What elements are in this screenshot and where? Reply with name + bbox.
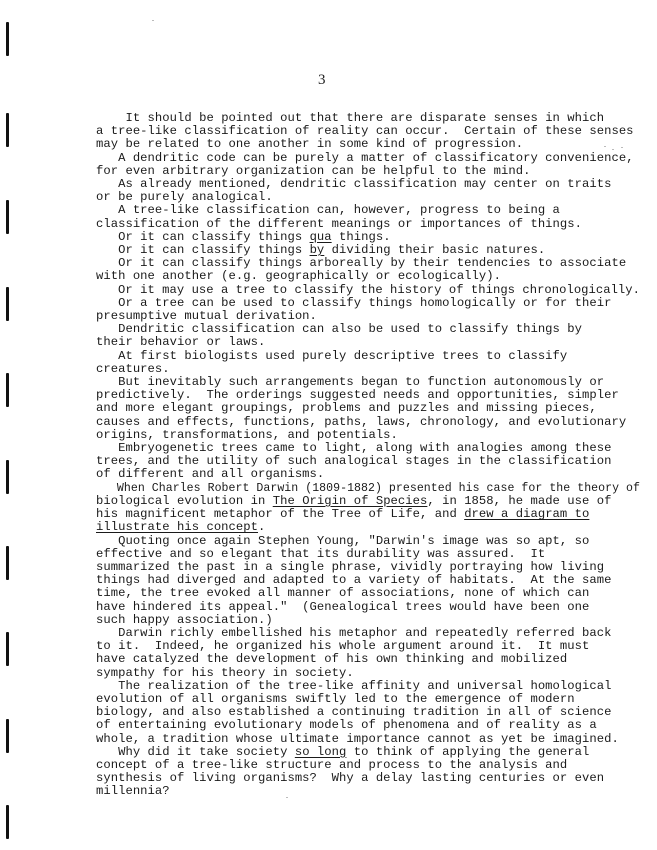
line-text: sympathy for his theory in society. <box>96 665 354 680</box>
line-indent <box>96 243 118 257</box>
line-text: The realization of the tree-like affinity and universal homological <box>118 678 612 693</box>
line-text: their behavior or laws. <box>96 335 266 350</box>
binding-mark <box>6 373 9 407</box>
line-indent <box>96 111 125 125</box>
line-text: Darwin richly embellished his metaphor and repeatedly referred back <box>118 625 612 640</box>
line-text: Or a tree can be used to classify things homologically or for their <box>118 295 612 310</box>
line-text: may be related to one another in some kind of progression. <box>96 137 524 152</box>
binding-mark <box>6 287 9 321</box>
binding-mark <box>6 805 9 839</box>
text-line <box>96 772 616 785</box>
line-text: A dendritic code can be purely a matter of classificatory convenience, <box>118 150 634 165</box>
binding-mark <box>6 460 9 494</box>
line-text: classification of the different meanings or importances of things. <box>96 216 583 231</box>
line-text: effective and so elegant that its durability was assured. It <box>96 546 546 561</box>
line-text: his magnificent metaphor of the Tree of Life, and <box>96 507 465 522</box>
text-line <box>96 282 640 297</box>
line-text: to think of applying the general <box>346 744 590 759</box>
line-text: Or it can classify things <box>118 229 310 244</box>
line-text: such happy association.) <box>96 612 273 627</box>
line-text: predictively. The orderings suggested needs and opportunities, simpler <box>96 388 619 403</box>
line-indent <box>96 296 118 310</box>
line-text: creatures. <box>96 361 170 376</box>
line-text: Embryogenetic trees came to light, along with analogies among these <box>118 441 612 456</box>
line-text: of different and all organisms. <box>96 467 325 482</box>
binding-mark <box>6 22 9 56</box>
line-text: , in 1858, he made use of <box>427 493 612 508</box>
line-indent <box>96 481 117 495</box>
line-text: presumptive mutual derivation. <box>96 309 317 324</box>
body-text <box>96 111 640 799</box>
line-indent <box>96 283 118 297</box>
line-text: synthesis of living organisms? Why a delay lasting centuries or even <box>96 771 605 786</box>
line-text: evolution of all organisms swiftly led to the emergence of modern <box>96 691 575 706</box>
line-indent <box>96 441 118 455</box>
line-text: things had diverged and adapted to a variety of habitats. At the same <box>96 573 612 588</box>
line-text: millennia? <box>96 784 170 799</box>
line-text: concept of a tree-like structure and process to the analysis and <box>96 757 568 772</box>
line-text: Or it can classify things arboreally by their tendencies to associate <box>118 256 627 271</box>
line-text: At first biologists used purely descriptive trees to classify <box>118 348 568 363</box>
line-text: time, the tree evoked all manner of associations, none of which can <box>96 586 590 601</box>
line-indent <box>96 349 118 363</box>
line-indent <box>96 534 118 548</box>
line-text: . <box>258 520 266 535</box>
line-text: But inevitably such arrangements began to function autonomously or <box>118 375 605 390</box>
underlined-text: by <box>309 243 325 258</box>
line-text: A tree-like classification can, however, progress to being a <box>118 203 560 218</box>
line-text: of entertaining evolutionary models of phenomena and of reality as a <box>96 718 597 733</box>
line-text: summarized the past in a single phrase, vividly portraying how living <box>96 559 605 574</box>
line-text: It should be pointed out that there are disparate senses in which <box>125 111 605 125</box>
line-text: Or it can classify things <box>118 243 310 258</box>
line-text: a tree-like classification of reality can occur. Certain of these senses <box>96 124 634 139</box>
line-indent <box>96 375 118 389</box>
text-line <box>96 785 616 798</box>
underlined-text: so long <box>294 744 347 759</box>
line-indent <box>96 745 118 759</box>
page-number: 3 <box>318 72 326 88</box>
line-text: to it. Indeed, he organized his whole argument around it. It must <box>96 639 590 654</box>
line-indent <box>96 322 118 336</box>
line-text: things. <box>331 229 391 244</box>
line-text: Dendritic classification can also be used to classify things by <box>118 322 583 337</box>
line-text: have catalyzed the development of his own thinking and mobilized <box>96 652 568 667</box>
line-text: Quoting once again Stephen Young, "Darwin's image was so apt, so <box>118 533 590 548</box>
line-text: and more elegant groupings, problems and puzzles and missing pieces, <box>96 401 597 416</box>
binding-mark <box>6 719 9 753</box>
line-text: biological evolution in <box>96 493 273 508</box>
line-text: As already mentioned, dendritic classification may center on traits <box>118 177 612 192</box>
line-text: Why did it take society <box>118 744 295 759</box>
scan-speck <box>621 147 623 148</box>
line-indent <box>96 230 118 244</box>
line-text: have hindered its appeal." (Genealogical trees would have been one <box>96 599 590 614</box>
line-text: dividing their basic natures. <box>324 243 546 258</box>
text-line <box>96 480 640 495</box>
line-indent <box>96 177 118 191</box>
underlined-text: The Origin of Species <box>272 493 428 508</box>
text-line <box>96 350 616 363</box>
underlined-text: drew a diagram to <box>464 507 590 522</box>
line-indent <box>96 151 118 165</box>
scan-speck <box>152 20 154 21</box>
line-text: or be purely analogical. <box>96 190 273 205</box>
line-text: trees, and the utility of such analogical stages in the classification <box>96 454 612 469</box>
underlined-text: illustrate his concept <box>96 520 259 535</box>
line-text: causes and effects, functions, paths, laws, chronology, and evolutionary <box>96 414 627 429</box>
line-text: biology, and also established a continuing tradition in all of science <box>96 705 612 720</box>
line-indent <box>96 203 118 217</box>
line-text: origins, transformations, and potentials. <box>96 427 398 442</box>
binding-mark <box>6 546 9 580</box>
line-text: for even arbitrary organization can be helpful to the mind. <box>96 163 531 178</box>
underlined-text: qua <box>309 229 332 244</box>
binding-mark <box>6 113 9 147</box>
binding-marks <box>6 0 12 850</box>
line-indent <box>96 679 118 693</box>
line-text: When Charles Robert Darwin (1809-1882) presented his case for the theory of <box>116 480 640 495</box>
binding-mark <box>6 200 9 234</box>
line-indent <box>96 256 118 270</box>
line-text: Or it may use a tree to classify the history of things chronologically. <box>118 282 640 297</box>
line-indent <box>96 626 118 640</box>
line-text: with one another (e.g. geographically or ecologically). <box>96 269 502 284</box>
line-text: whole, a tradition whose ultimate importance cannot as yet be imagined. <box>96 731 619 746</box>
binding-mark <box>6 632 9 666</box>
